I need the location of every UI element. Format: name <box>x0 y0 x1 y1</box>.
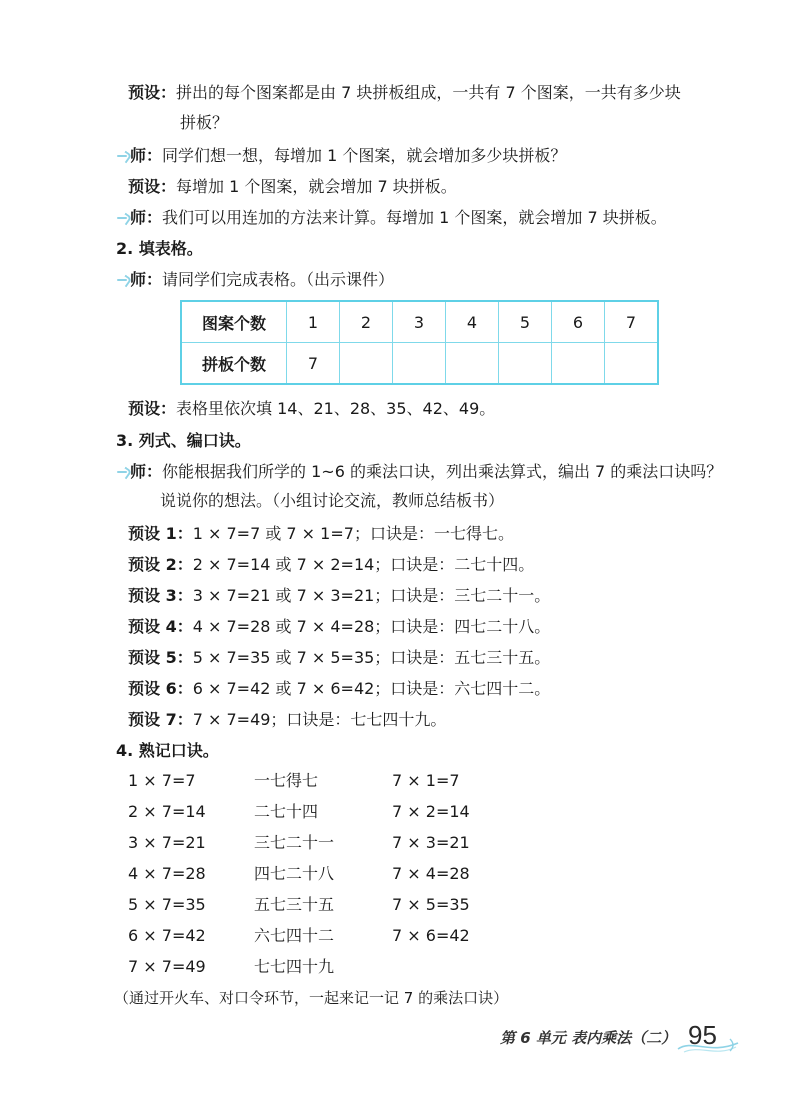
shi-line-4 <box>116 461 722 483</box>
preset-text: 3 × 7=21 或 7 × 3=21；口诀是：三七二十一。 <box>192 586 551 605</box>
preset-label: 预设 3： <box>128 586 193 605</box>
preset-text: 2 × 7=14 或 7 × 2=14；口诀是：二七十四。 <box>192 555 535 574</box>
yushe-text: 拼出的每个图案都是由 7 块拼板组成，一共有 7 个图案，一共有多少块 <box>176 83 681 102</box>
preset-line <box>128 709 446 731</box>
preset-line <box>128 523 514 545</box>
preset-text: 7 × 7=49；口诀是：七七四十九。 <box>192 710 447 729</box>
section-4-heading: 4. 熟记口诀。 <box>116 741 219 760</box>
table-row-patterns <box>181 301 658 343</box>
preset-label: 预设 1： <box>128 524 193 543</box>
formula-cell: 7 × 7=49 <box>128 957 206 976</box>
formula-cell: 1 × 7=7 <box>128 771 196 790</box>
table-cell: 4 <box>446 301 499 343</box>
table-cell: 7 <box>287 343 340 385</box>
table-cell: 1 <box>287 301 340 343</box>
section-2-heading: 2. 填表格。 <box>116 239 203 258</box>
shi-text-cont: 说说你的想法。（小组讨论交流，教师总结板书） <box>160 491 505 510</box>
preset-text: 6 × 7=42 或 7 × 6=42；口诀是：六七四十二。 <box>192 679 551 698</box>
rhyme-cell: 三七二十一 <box>254 833 335 852</box>
preset-label: 预设 7： <box>128 710 193 729</box>
table-head-patterns: 图案个数 <box>181 301 287 343</box>
preset-line <box>128 678 550 700</box>
table-cell: 2 <box>340 301 393 343</box>
table-row-tiles <box>181 343 658 385</box>
yushe-label: 预设： <box>128 177 177 196</box>
table-cell: 6 <box>552 301 605 343</box>
formula-cell: 2 × 7=14 <box>128 802 206 821</box>
yushe-line-1 <box>128 82 681 104</box>
rhyme-cell: 七七四十九 <box>254 957 335 976</box>
teacher-bullet-icon <box>116 211 130 225</box>
table-cell-empty <box>446 343 499 385</box>
rhyme-cell: 四七二十八 <box>254 864 335 883</box>
preset-label: 预设 4： <box>128 617 193 636</box>
shi-line-4-cont <box>160 490 504 512</box>
formula-cell: 7 × 5=35 <box>392 895 470 914</box>
preset-line <box>128 647 550 669</box>
yushe-text: 表格里依次填 14、21、28、35、42、49。 <box>176 399 496 418</box>
shi-label: 师： <box>130 270 163 289</box>
pattern-tile-table <box>180 300 659 385</box>
page-number: 95 <box>688 1020 717 1050</box>
table-cell-empty <box>552 343 605 385</box>
yushe-line-3 <box>128 398 495 420</box>
table-cell-empty <box>605 343 659 385</box>
yushe-text: 每增加 1 个图案，就会增加 7 块拼板。 <box>176 177 457 196</box>
shi-line-1 <box>116 145 566 167</box>
preset-text: 4 × 7=28 或 7 × 4=28；口诀是：四七二十八。 <box>192 617 551 636</box>
table-cell: 5 <box>499 301 552 343</box>
formula-cell: 7 × 3=21 <box>392 833 470 852</box>
shi-label: 师： <box>130 146 163 165</box>
yushe-text-cont: 拼板？ <box>180 113 229 132</box>
preset-label: 预设 2： <box>128 555 193 574</box>
teacher-bullet-icon <box>116 273 130 287</box>
rhyme-cell: 六七四十二 <box>254 926 335 945</box>
preset-label: 预设 6： <box>128 679 193 698</box>
table-cell-empty <box>393 343 446 385</box>
shi-text: 你能根据我们所学的 1~6 的乘法口诀，列出乘法算式，编出 7 的乘法口诀吗？ <box>162 462 723 481</box>
practice-note: （通过开火车、对口令环节，一起来记一记 7 的乘法口诀） <box>114 989 509 1007</box>
table-head-tiles: 拼板个数 <box>181 343 287 385</box>
formula-cell: 7 × 4=28 <box>392 864 470 883</box>
table-cell: 7 <box>605 301 659 343</box>
page-swoosh-icon <box>676 1035 740 1055</box>
preset-line <box>128 585 550 607</box>
yushe-line-2 <box>128 176 457 198</box>
shi-line-3 <box>116 269 394 291</box>
unit-title: 第 6 单元 表内乘法（二） <box>500 1029 677 1047</box>
preset-line <box>128 616 550 638</box>
shi-line-2 <box>116 207 667 229</box>
table-cell-empty <box>340 343 393 385</box>
shi-label: 师： <box>130 208 163 227</box>
section-3-heading: 3. 列式、编口诀。 <box>116 431 251 450</box>
formula-cell: 4 × 7=28 <box>128 864 206 883</box>
formula-cell: 7 × 6=42 <box>392 926 470 945</box>
yushe-label: 预设： <box>128 83 177 102</box>
table-cell: 3 <box>393 301 446 343</box>
preset-text: 1 × 7=7 或 7 × 1=7；口诀是：一七得七。 <box>192 524 514 543</box>
teacher-bullet-icon <box>116 149 130 163</box>
shi-text: 同学们想一想，每增加 1 个图案，就会增加多少块拼板？ <box>162 146 567 165</box>
shi-text: 请同学们完成表格。（出示课件） <box>162 270 395 289</box>
rhyme-cell: 二七十四 <box>254 802 319 821</box>
rhyme-cell: 一七得七 <box>254 771 319 790</box>
formula-cell: 5 × 7=35 <box>128 895 206 914</box>
preset-text: 5 × 7=35 或 7 × 5=35；口诀是：五七三十五。 <box>192 648 551 667</box>
rhyme-cell: 五七三十五 <box>254 895 335 914</box>
table-cell-empty <box>499 343 552 385</box>
formula-cell: 7 × 2=14 <box>392 802 470 821</box>
preset-line <box>128 554 534 576</box>
shi-label: 师： <box>130 462 163 481</box>
preset-label: 预设 5： <box>128 648 193 667</box>
formula-cell: 3 × 7=21 <box>128 833 206 852</box>
teacher-bullet-icon <box>116 465 130 479</box>
yushe-label: 预设： <box>128 399 177 418</box>
formula-cell: 7 × 1=7 <box>392 771 460 790</box>
formula-cell: 6 × 7=42 <box>128 926 206 945</box>
shi-text: 我们可以用连加的方法来计算。每增加 1 个图案，就会增加 7 块拼板。 <box>162 208 667 227</box>
yushe-line-1-cont <box>180 112 228 134</box>
